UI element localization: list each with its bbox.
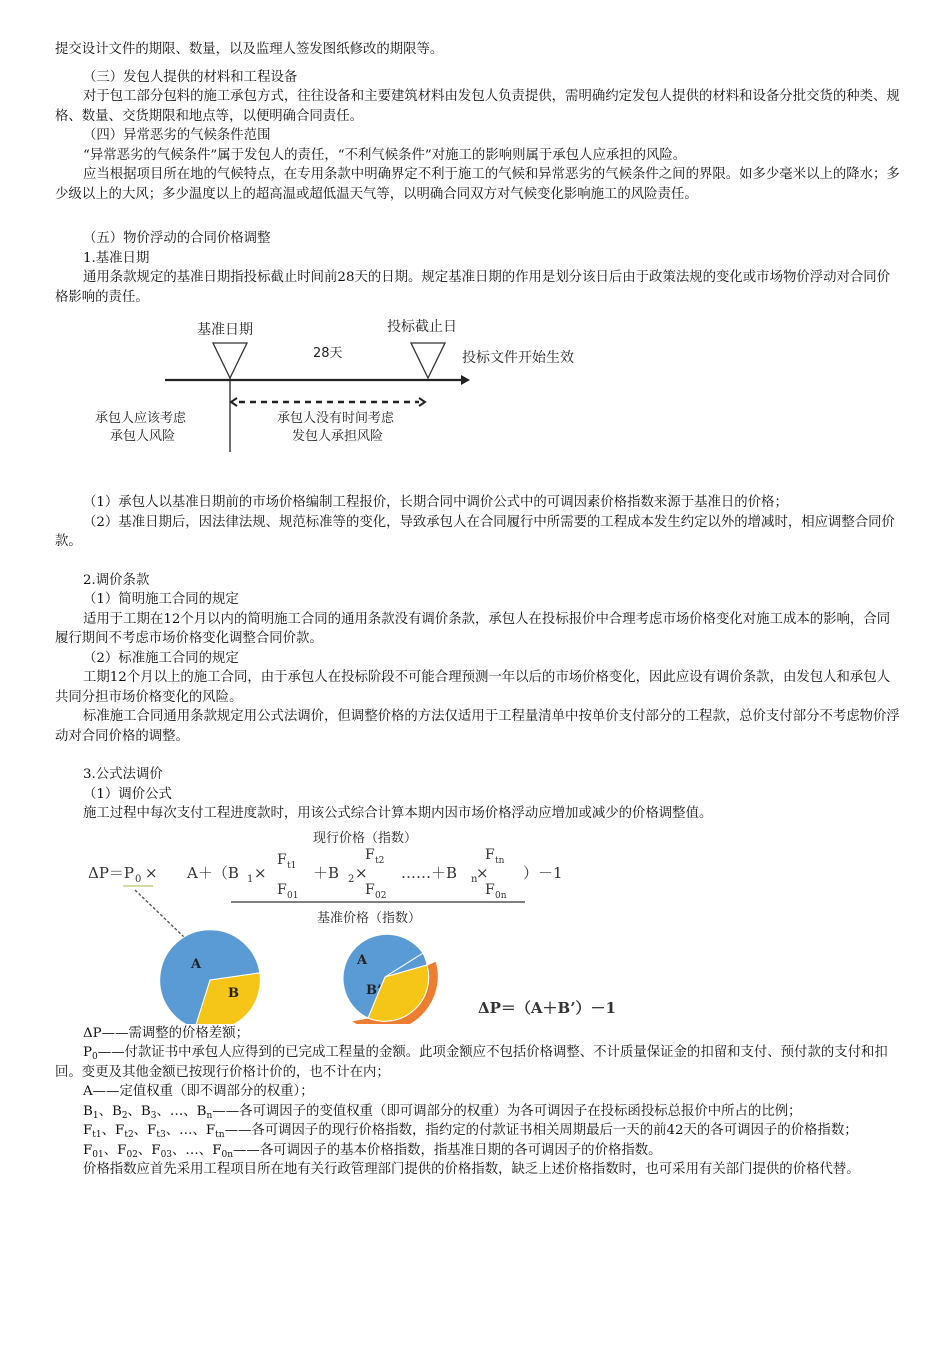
bid-deadline-marker-triangle	[411, 343, 445, 378]
timeline-base-date-label: 基准日期	[197, 322, 253, 338]
pie2-label-b-prime: B’	[366, 982, 382, 998]
subsection-3-1-title: （1）调价公式	[83, 786, 172, 802]
section-3-paragraph: 对于包工部分包料的施工承包方式，往往设备和主要建筑材料由发包人负责提供，需明确约定发包人提供的材料和设备分批交货的种类、规格、数量、交货期限和地点等，以便明确合同责任。	[55, 89, 900, 124]
subsection-3-title: 3.公式法调价	[83, 767, 163, 782]
pie1-label-b: B	[228, 985, 239, 1001]
intro-line: 提交设计文件的期限、数量，以及监理人签发图纸修改的期限等。	[55, 42, 444, 57]
standard-contract-paragraph-1: 工期12个月以上的施工合同，由于承包人在投标阶段不可能合理预测一年以后的市场价格变化，因此应设有调价条款，由发包人和承包人共同分担市场价格变化的风险。	[55, 670, 891, 705]
current-price-label: 现行价格（指数）	[313, 830, 418, 846]
formula-times-3: ×	[355, 863, 368, 882]
base-date-marker-triangle	[213, 343, 247, 378]
document-page	[55, 40, 900, 1180]
def-ft-text: ——各可调因子的现行价格指数，指约定的付款证书相关周期最后一天的前42天的各可调因子的价格指数；	[224, 1123, 858, 1138]
section-4-paragraph-2: 应当根据项目所在地的气候特点，在专用条款中明确界定不利于施工的气候和异常恶劣的气候条件之间的界限。如多少毫米以上的降水；多少级以上的大风；多少温度以上的超高温或超低温天气等，以明确合同双方对气候变化影响施工的风险责任。	[55, 167, 900, 202]
contractor-risk-note: 承包人风险	[110, 429, 176, 444]
formula-f02: F	[365, 881, 375, 898]
formula-a-plus: A＋（B	[187, 863, 239, 882]
section-4-heading: （四）异常恶劣的气候条件范围	[83, 128, 271, 143]
timeline-arrow-head	[461, 375, 470, 385]
price-index-paragraph: 价格指数应首先采用工程项目所在地有关行政管理部门提供的价格指数，缺乏上述价格指数时，也可采用有关部门提供的价格代替。	[83, 1162, 860, 1177]
subsection-2-1-title: （1）简明施工合同的规定	[83, 592, 239, 607]
formula-plus-b2: ＋B	[313, 863, 340, 882]
timeline-diagram	[55, 307, 900, 493]
def-b-symbols: $B_1$、$B_2$、$B_3$、…、$B_n$	[83, 1103, 213, 1121]
formula-b2-sub: 2	[348, 873, 355, 885]
section-4-paragraph-1: “异常恶劣的气候条件”属于发包人的责任，“不利气候条件”对施工的影响则属于承包人应承担的风险。	[83, 147, 687, 163]
def-ft-symbols: $F_{t1}$、$F_{t2}$、$F_{t3}$、…、$F_{tn}$	[83, 1123, 225, 1140]
subsection-1-title: 1.基准日期	[83, 250, 150, 266]
no-time-note: 承包人没有时间考虑	[277, 411, 395, 426]
subsection-2-title: 2.调价条款	[83, 572, 150, 588]
pie-pointer-line	[135, 890, 185, 938]
formula-ft1-sub: t1	[287, 860, 297, 871]
formula-times-4: ×	[476, 863, 489, 882]
formula-f02-sub: 02	[375, 890, 387, 901]
result-formula: ΔP＝（A＋B’）－1	[478, 998, 616, 1017]
timeline-bid-deadline-label: 投标截止日	[387, 319, 457, 335]
formula-minus-one: ）－1	[523, 863, 563, 882]
employer-risk-note: 发包人承担风险	[292, 429, 384, 444]
formula-f01: F	[277, 881, 287, 898]
def-f0-symbols: $F_{01}$、$F_{02}$、$F_{03}$、…、$F_{0n}$	[83, 1142, 234, 1160]
formula-ft2: F	[365, 846, 375, 863]
base-price-label: 基准价格（指数）	[317, 910, 422, 926]
period-arrow-right-head	[419, 398, 425, 406]
note-1: （1）承包人以基准日期前的市场价格编制工程报价，长期合同中调价公式中的可调因素价格指数来源于基准日的价格；	[83, 495, 788, 510]
formula-ft2-sub: t2	[375, 855, 385, 866]
formula-bn-sub: n	[471, 873, 478, 885]
formula-ft1: F	[277, 851, 287, 868]
formula-ftn-sub: tn	[495, 855, 505, 866]
price-adjustment-formula-figure	[55, 824, 900, 1024]
def-delta-p: ΔP——需调整的价格差额；	[83, 1025, 249, 1041]
pie2-label-a: A	[357, 952, 368, 968]
simple-contract-paragraph: 适用于工期在12个月以内的简明施工合同的通用条款没有调价条款，承包人在投标报价中合理考虑市场价格变化对施工成本的影响，合同履行期间不考虑市场价格变化调整合同价款。	[55, 611, 891, 646]
formula-intro-paragraph: 施工过程中每次支付工程进度款时，用该公式综合计算本期内因市场价格浮动应增加或减少的价格调整值。	[83, 806, 713, 821]
pie-chart-a-b-prime	[343, 934, 438, 1024]
formula-dots-bn: ……＋B	[401, 863, 458, 882]
subsection-2-2-title: （2）标准施工合同的规定	[83, 650, 239, 666]
pie-chart-a-b	[160, 929, 261, 1023]
timeline-days-label: 28天	[313, 346, 343, 361]
formula-f01-sub: 01	[287, 890, 299, 901]
formula-ftn: F	[485, 846, 495, 863]
contractor-consider-note: 承包人应该考虑	[95, 411, 187, 426]
formula-dp: ΔP＝P	[88, 863, 135, 882]
formula-p0-sub: 0	[135, 873, 142, 885]
section-5-heading: （五）物价浮动的合同价格调整	[83, 231, 271, 246]
note-2: （2）基准日期后，因法律法规、规范标准等的变化，导致承包人在合同履行中所需要的工程成本发生约定以外的增减时，相应调整合同价款。	[55, 514, 895, 549]
def-ft	[55, 1121, 900, 1141]
def-p0-symbol: $P_0$	[83, 1045, 98, 1062]
formula-times-2: ×	[254, 863, 267, 882]
def-a: A——定值权重（即不调部分的权重）；	[83, 1084, 314, 1099]
formula-f0n-sub: 0n	[495, 890, 507, 901]
section-3-heading: （三）发包人提供的材料和工程设备	[83, 69, 298, 85]
standard-contract-paragraph-2: 标准施工合同通用条款规定用公式法调价，但调整价格的方法仅适用于工程量清单中按单价支付部分的工程款，总价支付部分不考虑物价浮动对合同价格的调整。	[55, 709, 900, 744]
def-p0-text: ——付款证书中承包人应得到的已完成工程量的金额。此项金额应不包括价格调整、不计质量保证金的扣留和支付、预付款的支付和扣回。变更及其他金额已按现行价格计价的，也不计在内；	[55, 1045, 888, 1080]
def-p0	[55, 1043, 900, 1082]
formula-times-1: ×	[145, 863, 158, 882]
period-arrow-left-head	[231, 398, 237, 406]
formula-b1-sub: 1	[247, 873, 254, 885]
def-b-text: ——各可调因子的变值权重（即可调部分的权重）为各可调因子在投标函投标总报价中所占的比例；	[212, 1103, 802, 1119]
def-f0-text: ——各可调因子的基本价格指数，指基准日期的各可调因子的价格指数。	[233, 1142, 662, 1158]
base-date-paragraph: 通用条款规定的基准日期指投标截止时间前28天的日期。规定基准日期的作用是划分该日后由于政策法规的变化或市场物价浮动对合同价格影响的责任。	[55, 270, 891, 305]
def-f0	[55, 1141, 900, 1161]
formula-f0n: F	[485, 881, 495, 898]
timeline-effective-label: 投标文件开始生效	[462, 350, 574, 366]
pie1-label-a: A	[191, 956, 202, 972]
def-b	[55, 1102, 900, 1122]
